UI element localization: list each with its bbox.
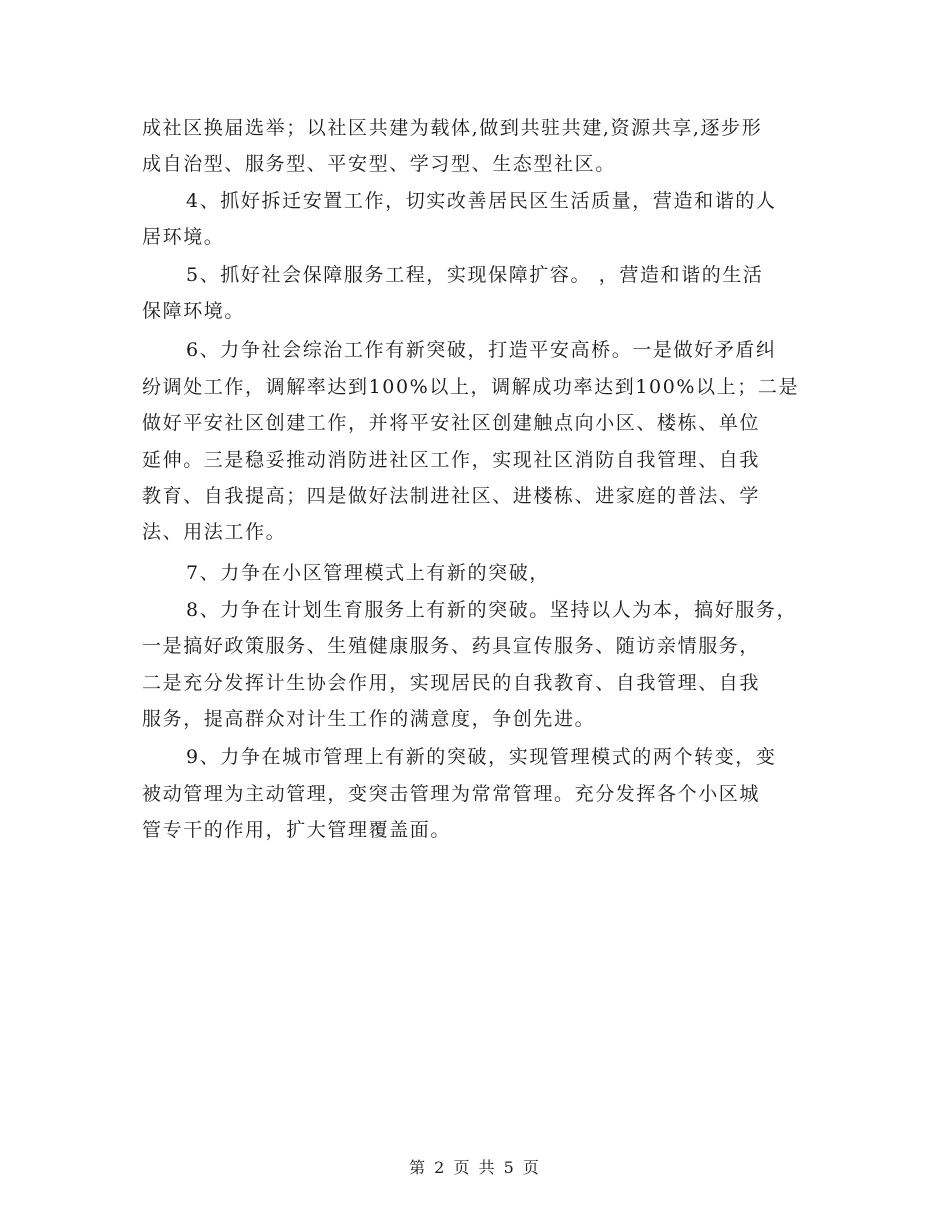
body-line: 7、力争在小区管理模式上有新的突破， xyxy=(186,562,550,584)
body-line: 5、抓好社会保障服务工程，实现保障扩容。 ，营造和谐的生活 xyxy=(186,264,764,286)
body-line: 居环境。 xyxy=(142,226,225,248)
body-line: 做好平安社区创建工作，并将平安社区创建触点向小区、楼栋、单位 xyxy=(142,412,761,434)
body-line: 4、抓好拆迁安置工作，切实改善居民区生活质量，营造和谐的人 xyxy=(186,190,777,212)
body-line: 被动管理为主动管理，变突击管理为常常管理。充分发挥各个小区城 xyxy=(142,783,761,805)
page-number-footer: 第 2 页 共 5 页 xyxy=(409,1158,541,1177)
body-line: 二是充分发挥计生协会作用，实现居民的自我教育、自我管理、自我 xyxy=(142,672,761,694)
body-line: 9、力争在城市管理上有新的突破，实现管理模式的两个转变，变 xyxy=(186,746,777,768)
body-line: 一是搞好政策服务、生殖健康服务、药具宣传服务、随访亲情服务， xyxy=(142,635,761,657)
body-line: 法、用法工作。 xyxy=(142,521,287,543)
body-line: 成社区换届选举；以社区共建为载体,做到共驻共建,资源共享,逐步形 xyxy=(142,117,763,139)
body-line: 纷调处工作，调解率达到100%以上，调解成功率达到100%以上；二是 xyxy=(142,376,800,398)
body-line: 服务，提高群众对计生工作的满意度，争创先进。 xyxy=(142,708,596,730)
body-line: 6、力争社会综治工作有新突破，打造平安高桥。一是做好矛盾纠 xyxy=(186,339,777,361)
body-line: 8、力争在计划生育服务上有新的突破。坚持以人为本，搞好服务， xyxy=(186,599,798,621)
body-line: 保障环境。 xyxy=(142,300,246,322)
body-line: 延伸。三是稳妥推动消防进社区工作，实现社区消防自我管理、自我 xyxy=(142,449,761,471)
body-line: 管专干的作用，扩大管理覆盖面。 xyxy=(142,819,452,841)
body-line: 教育、自我提高；四是做好法制进社区、进楼栋、进家庭的普法、学 xyxy=(142,485,761,507)
body-line: 成自治型、服务型、平安型、学习型、生态型社区。 xyxy=(142,153,616,175)
